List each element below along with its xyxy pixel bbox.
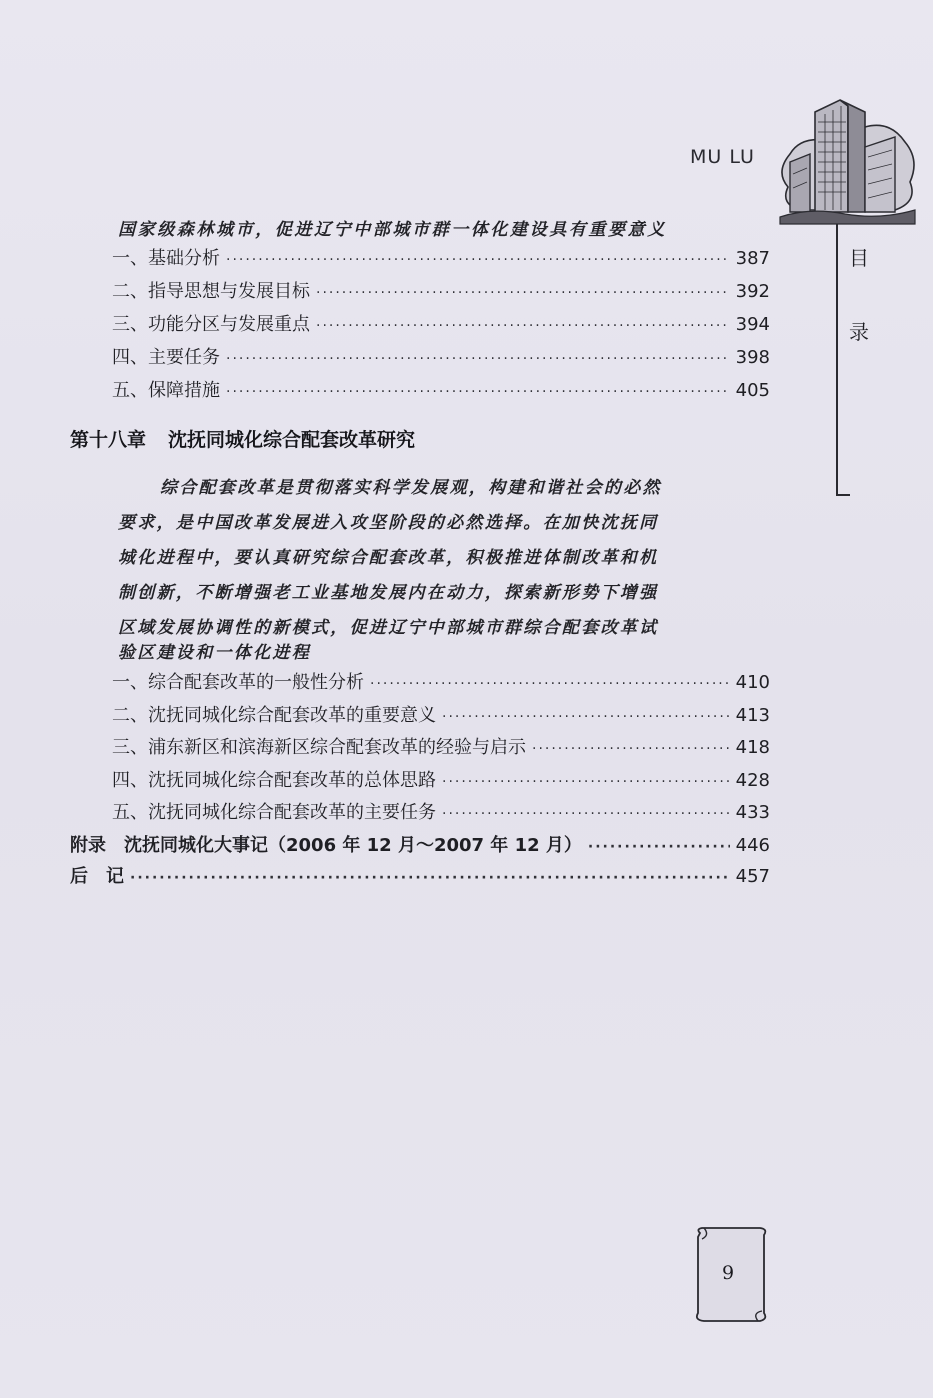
toc-entry-label: 后 记 [70,866,124,887]
side-label-lu: 录 [849,320,869,344]
toc-entry-label: 四、主要任务 [112,347,220,368]
chapter-heading[interactable] [70,425,415,452]
chapter-intro-line: 城化进程中，要认真研究综合配套改革，积极推进体制改革和机 [118,548,659,568]
dot-leader [226,384,730,400]
toc-entry[interactable] [112,668,770,694]
toc-entry-label: 五、保障措施 [112,380,220,401]
dot-leader [130,870,730,886]
dot-leader [316,318,730,334]
side-rule-tick [836,494,850,496]
toc-entry-page: 428 [735,770,770,791]
toc-entry-page: 405 [735,380,770,401]
toc-entry-label: 附录 沈抚同城化大事记（2006 年 12 月～2007 年 12 月） [70,835,582,856]
chapter-intro-line: 区域发展协调性的新模式，促进辽宁中部城市群综合配套改革试 [118,618,659,638]
chapter-title: 沈抚同城化综合配套改革研究 [168,429,416,451]
dot-leader [442,806,730,822]
toc-entry-page: 433 [735,802,770,823]
toc-entry-page: 418 [735,737,770,758]
toc-entry[interactable] [112,701,770,727]
chapter-intro-line: 验区建设和一体化进程 [118,643,311,663]
toc-entry-page: 387 [735,248,770,269]
chapter-number: 第十八章 [70,429,147,451]
toc-entry[interactable] [112,766,770,792]
toc-entry-label: 三、浦东新区和滨海新区综合配套改革的经验与启示 [112,737,526,758]
toc-entry-label: 四、沈抚同城化综合配套改革的总体思路 [112,770,436,791]
page-number: 9 [721,1262,735,1284]
dot-leader [588,839,730,855]
toc-entry[interactable] [112,310,770,336]
toc-entry[interactable] [112,244,770,270]
dot-leader [442,709,730,725]
toc-entry-page: 413 [735,705,770,726]
dot-leader [226,351,730,367]
toc-entry-page: 457 [735,866,770,887]
toc-entry-label: 二、沈抚同城化综合配套改革的重要意义 [112,705,436,726]
section-intro-continuation: 国家级森林城市，促进辽宁中部城市群一体化建设具有重要意义 [118,220,667,240]
dot-leader [370,676,730,692]
toc-entry[interactable] [112,376,770,402]
toc-entry-label: 二、指导思想与发展目标 [112,281,310,302]
toc-entry-afterword[interactable] [70,862,770,888]
chapter-intro-line: 要求，是中国改革发展进入攻坚阶段的必然选择。在加快沈抚同 [118,513,659,533]
running-head: MU LU [690,146,755,168]
toc-entry-page: 410 [735,672,770,693]
toc-entry[interactable] [112,733,770,759]
toc-entry[interactable] [112,277,770,303]
side-rule [836,224,838,496]
toc-entry-label: 五、沈抚同城化综合配套改革的主要任务 [112,802,436,823]
chapter-intro-line: 制创新，不断增强老工业基地发展内在动力，探索新形势下增强 [118,583,659,603]
toc-entry-label: 三、功能分区与发展重点 [112,314,310,335]
toc-entry-appendix[interactable] [70,831,770,857]
dot-leader [442,774,730,790]
side-label-mu: 目 [849,246,869,270]
toc-entry[interactable] [112,798,770,824]
dot-leader [532,741,730,757]
buildings-illustration [770,92,920,232]
dot-leader [316,285,730,301]
toc-entry[interactable] [112,343,770,369]
toc-entry-page: 398 [735,347,770,368]
toc-entry-page: 446 [735,835,770,856]
dot-leader [226,252,730,268]
toc-entry-page: 392 [735,281,770,302]
toc-entry-page: 394 [735,314,770,335]
chapter-intro-line: 综合配套改革是贯彻落实科学发展观，构建和谐社会的必然 [160,478,662,498]
toc-entry-label: 一、综合配套改革的一般性分析 [112,672,364,693]
toc-entry-label: 一、基础分析 [112,248,220,269]
